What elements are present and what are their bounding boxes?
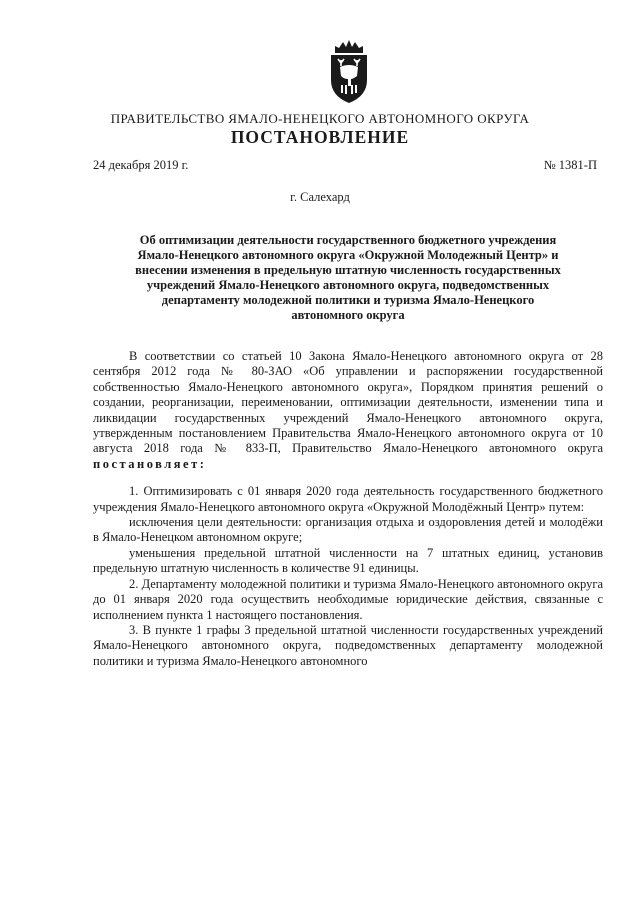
preamble-paragraph xyxy=(93,349,603,472)
title-line: учреждений Ямало-Ненецкого автономного округа, подведомственных xyxy=(146,278,550,292)
title-line: Об оптимизации деятельности государственного бюджетного учреждения xyxy=(139,233,557,247)
preamble-text: В соответствии со статьей 10 Закона Ямало-Ненецкого автономного округа от 28 сентября 2012 года № 80-ЗАО «Об управлении и распоряжении государственной собственностью Ямало-Ненецкого автономного округа», Порядком принятия решений о создании, реорганизации, переименовании, оптимизации деятельности, изменении типа и ликвидации государственных учреждений Ямало-Ненецкого автономного округа, утвержденным постановлением Правительства Ямало-Ненецкого автономного округа от 10 августа 2018 года № 833-П, Правительство Ямало-Ненецкого автономного округа xyxy=(93,349,603,456)
document-type: ПОСТАНОВЛЕНИЕ xyxy=(230,127,410,147)
body-paragraph: 1. Оптимизировать с 01 января 2020 года деятельность государственного бюджетного учреждения Ямало-Ненецкого автономного округа «Окружной Молодёжный Центр» путем: xyxy=(93,484,603,514)
title-line: внесении изменения в предельную штатную численность государственных xyxy=(135,263,561,277)
title-line: департаменту молодежной политики и туризма Ямало-Ненецкого xyxy=(161,293,535,307)
title-line: автономного округа xyxy=(291,308,405,322)
coat-of-arms-icon xyxy=(327,36,371,106)
document-number: № 1381-П xyxy=(543,158,597,172)
body-paragraph: исключения цели деятельности: организация отдыха и оздоровления детей и молодёжи в Ямало-Ненецком автономном округе; xyxy=(93,515,603,545)
body-paragraph: 3. В пункте 1 графы 3 предельной штатной численности государственных учреждений Ямало-Ненецкого автономного округа, подведомственных департаменту молодежной политики и туризма Ямало-Ненецкого автономного xyxy=(93,622,603,668)
title-line: Ямало-Ненецкого автономного округа «Окружной Молодежный Центр» и xyxy=(137,248,559,262)
preamble-verb: постановляет: xyxy=(93,456,207,471)
document-date: 24 декабря 2019 г. xyxy=(93,158,189,172)
body-paragraph: уменьшения предельной штатной численности на 7 штатных единиц, установив предельную штатную численность в количестве 91 единицы. xyxy=(93,545,603,576)
document-title xyxy=(93,233,603,323)
document-body xyxy=(93,349,603,669)
organization-name: ПРАВИТЕЛЬСТВО ЯМАЛО-НЕНЕЦКОГО АВТОНОМНОГО ОКРУГА xyxy=(110,111,530,126)
document-city: г. Салехард xyxy=(290,190,350,204)
body-paragraph: 2. Департаменту молодежной политики и туризма Ямало-Ненецкого автономного округа до 01 января 2020 года осуществить необходимые юридические действия, связанные с исполнением пункта 1 настоящего постановления. xyxy=(93,576,603,622)
